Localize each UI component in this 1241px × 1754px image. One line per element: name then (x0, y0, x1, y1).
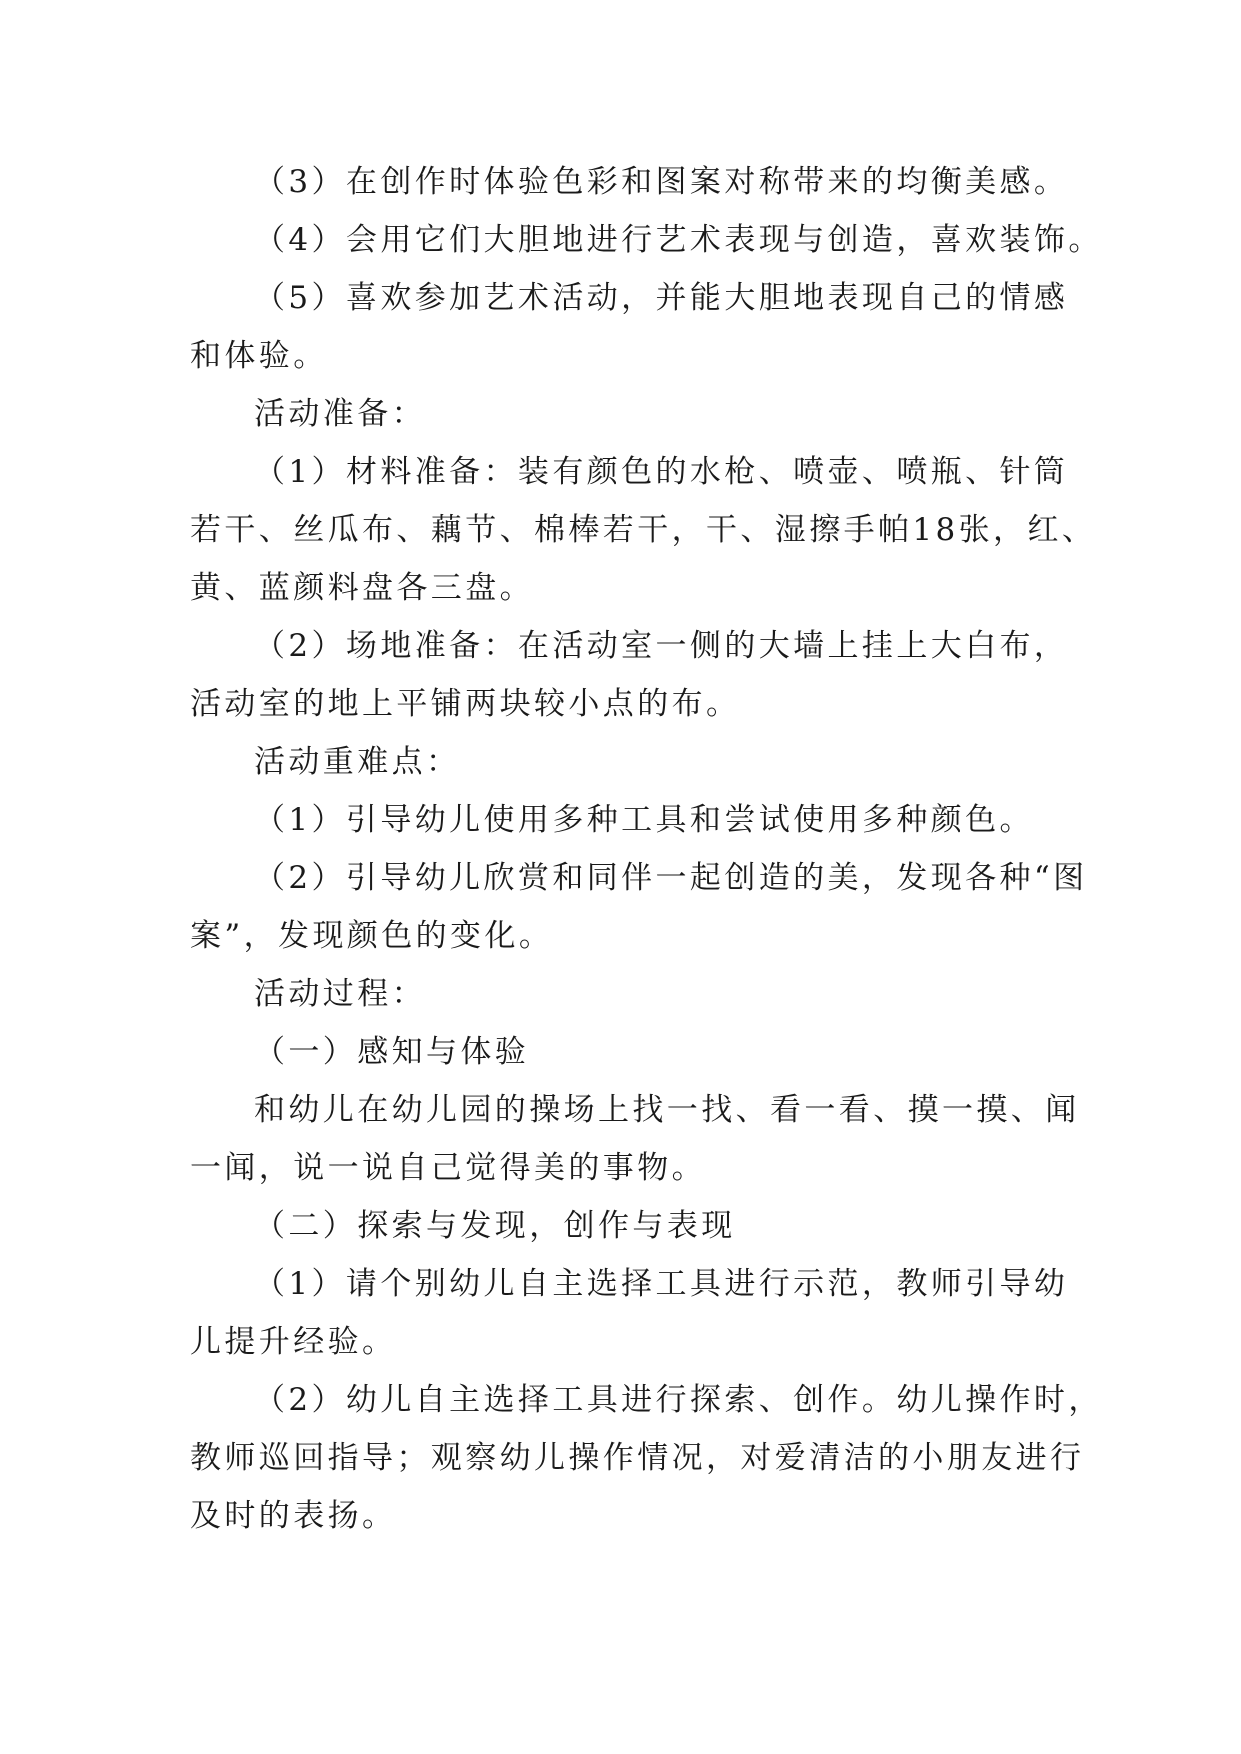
text-line: 及时的表扬。 (190, 1498, 397, 1534)
section-heading: 活动重难点： (254, 744, 461, 780)
text-line: 教师巡回指导；观察幼儿操作情况，对爱清洁的小朋友进行 (190, 1440, 1085, 1476)
text-line: 儿提升经验。 (190, 1324, 397, 1360)
text-line: 案”，发现颜色的变化。 (190, 918, 554, 954)
text-line: （4）会用它们大胆地进行艺术表现与创造，喜欢装饰。 (254, 222, 1103, 258)
document-body (190, 153, 1103, 1545)
section-heading: 活动准备： (254, 396, 426, 432)
text-line: （1）材料准备：装有颜色的水枪、喷壶、喷瓶、针筒 (254, 454, 1069, 490)
text-line: （1）引导幼儿使用多种工具和尝试使用多种颜色。 (254, 802, 1034, 838)
text-line: 一闻，说一说自己觉得美的事物。 (190, 1150, 706, 1186)
text-line: 和体验。 (190, 338, 328, 374)
section-heading: 活动过程： (254, 976, 426, 1012)
text-line: 活动室的地上平铺两块较小点的布。 (190, 686, 741, 722)
text-line: （5）喜欢参加艺术活动，并能大胆地表现自己的情感 (254, 280, 1069, 316)
subsection-heading: （一）感知与体验 (254, 1034, 530, 1070)
text-line: （3）在创作时体验色彩和图案对称带来的均衡美感。 (254, 164, 1069, 200)
text-line: （2）引导幼儿欣赏和同伴一起创造的美，发现各种“图 (254, 860, 1088, 896)
text-line: （1）请个别幼儿自主选择工具进行示范，教师引导幼 (254, 1266, 1069, 1302)
text-line: （2）场地准备：在活动室一侧的大墙上挂上大白布， (254, 628, 1069, 664)
text-line: （2）幼儿自主选择工具进行探索、创作。幼儿操作时， (254, 1382, 1103, 1418)
text-line: 黄、蓝颜料盘各三盘。 (190, 570, 534, 606)
subsection-heading: （二）探索与发现，创作与表现 (254, 1208, 736, 1244)
text-line: 和幼儿在幼儿园的操场上找一找、看一看、摸一摸、闻 (254, 1092, 1080, 1128)
text-line: 若干、丝瓜布、藕节、棉棒若干，干、湿擦手帕18张，红、 (190, 512, 1097, 548)
